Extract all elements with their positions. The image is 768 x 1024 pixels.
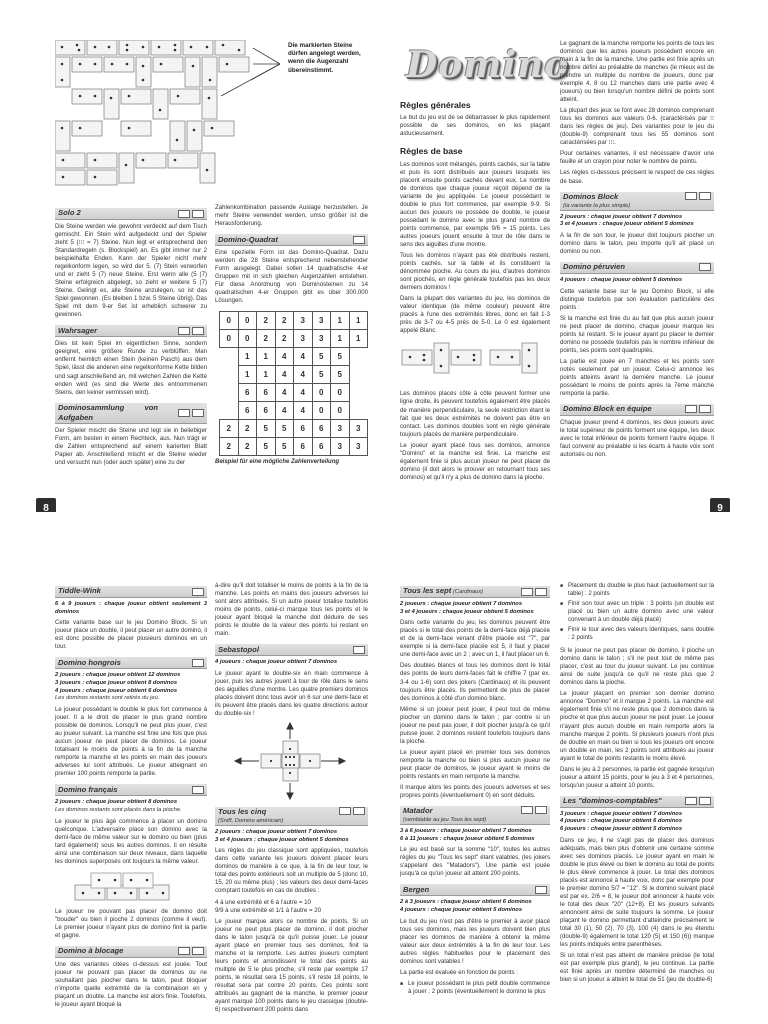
page9-col2 [560,40,714,462]
sept-p5: Il marque alors les points des joueurs adverses et ses propres points (éventuellement 0) en sont déduits. [400,783,550,799]
tiddle-line1: 6 à 9 joueurs : chaque joueur obtient seulement 3 dominos [55,601,207,615]
section-header-matador: Matador (semblable au jeu Tous les sept) [400,806,550,825]
bergen-p2: La partie est évaluée en fonction de points : [400,968,518,976]
hongrois-line4: Les dominos restants sont retirés du jeu. [55,695,160,702]
grid-cell: 2 [238,438,257,456]
stacked-domino-illustration [55,869,205,905]
comptables-line1: 3 joueurs : chaque joueur obtient 7 dominos [560,810,683,817]
francais-p1: Le joueur le plus âgé commence à placer un domino quelconque. L'adversaire place son domino avec la demi-face de même valeur sur le domino ou bien (plus tard également) sous les autres dominos. Il en résulte ainsi une combinaison sur deux niveaux, dans laquelle les dominos superposés ont toujours la même valeur. [55,817,207,865]
grid-cell: 6 [312,420,331,438]
grid-cell: 5 [275,420,294,438]
page9-right-p2: La plupart des jeux se font avec 28 dominos comprenant tous les dominos aux valeurs 0-6. (caractérisés par ⁝⁝ dans les règles de jeu). Des variantes pour le jeu du (double-9) comprenant tous les 55 dominos sont caractérisées par ⁝⁝⁝. [560,107,714,147]
grid-cell: 6 [294,438,313,456]
grid-cell: 1 [257,366,276,384]
bergen-bullet: ■ Le joueur possédant le plus petit double commence à jouer : 2 points (éventuellement le domino le plus [408,980,550,996]
grid-cell [349,348,368,366]
sept-p4: Le joueur ayant placé en premier tous ses dominos remporte la manche ou bien si plus aucun joueur ne peut placer de dominos, le joueur ayant le moins de points restants en main remporte la manche. [400,748,550,780]
grid-cell: 2 [257,312,276,330]
page8-col2 [215,204,368,467]
grid-cell: 3 [349,438,368,456]
grid-cell: 3 [312,330,331,348]
grid-cell: 0 [331,384,350,402]
grid-cell: 1 [349,312,368,330]
sept-p1: Dans cette variante du jeu, les dominos peuvent être placés si le total des points de la demi-face déjà placée et de la demi-face venant d'être placée est "7", par exemple si la demi-face placée est 5, il faut y placer une demi-face avec un 2 ; avec un 1, il faut placer un 6. [400,619,550,659]
grid-cell: 4 [275,402,294,420]
grid-cell [349,402,368,420]
grid-cell [349,384,368,402]
sept-p3: Même si un joueur peut jouer, il peut tout de même piocher un domino dans le talon ; par contre si un joueur ne peut pas jouer, il doit piocher jusqu'à ce qu'il puisse jouer. 2 dominos restent toutefois toujours dans la pioche. [400,705,550,745]
grid-cell: 5 [257,420,276,438]
section-header-sammlung: Dominosammlung von Aufgaben [55,403,207,424]
peruvien-p2: Si la manche est finie du au fait que plus aucun joueur ne peut placer de domino, chaque joueur marque les points lui restant. Si le joueur ayant pu placer le dernier domino ne possède toutefois pas le nombre inférieur de points, ses points sont quadruplés. [560,314,714,354]
comptables-p2: Si un total n'est pas atteint de manière précise (le total est par exemple plus grand), le jeu continue. La partie est finie après un nombre déterminé de manches ou bien si un joueur a atteint le total de 51 (jeu de double-6) [560,952,714,984]
hongrois-line2: 3 joueurs : chaque joueur obtient 8 dominos [55,680,178,687]
section-header-hongrois: Domino hongrois [55,657,207,669]
grid-cell: 2 [238,420,257,438]
page11-right-p1: Si le joueur ne peut pas placer de domino, il pioche un domino dans le talon ; s'il ne peut tout de même pas placer, c'est au tour du joueur suivant. Le jeu continue ainsi de suite jusqu'à ce qu'il ne reste plus que 2 dominos dans la pioche. [560,647,714,687]
grid-cell [220,384,239,402]
peruvien-p3: La partie est jouée en 7 manches et les points sont notés seulement par un joueur. Celui-ci annonce les points atteints avant la dernière manche. Le joueur possédant le moins de points après la 7ème manche remporte la partie. [560,357,714,397]
cinq-p3: 9/9 à une extrémité et 1/1 à l'autre = 20 [215,906,322,914]
grid-row [220,384,368,402]
section-header-bergen: Bergen [400,884,550,896]
page-8 [0,0,384,512]
section-header-blocage: Domino à blocage [55,946,207,958]
grid-cell: 5 [312,366,331,384]
section-header-peruvien: Domino péruvien [560,262,714,274]
page8-col2-top: Zahlenkombination passende Auslage herzustellen. Je mehr Steine verwendet werden, umso größer ist die Herausforderung. [215,204,368,228]
block-line2: 3 et 4 joueurs : chaque joueur obtient 5 dominos [560,221,694,228]
grid-cell: 6 [238,384,257,402]
domino-title: Domino [406,44,570,86]
grid-cell: 3 [349,420,368,438]
bergen-line1: 2 à 3 joueurs : chaque joueur obtient 6 dominos [400,899,532,906]
sebastopol-cross-illustration [215,721,365,801]
regles-base-p5: Le joueur ayant placé tous ses dominos, annonce "Domino" et la manche est finie. La manche est également finie si plus aucun joueur ne peut placer de domino (il doit alors le prouver en retournant tous ses dominos) et qu'il n'y a plus de domino dans la pioche. [400,441,550,481]
peruvien-line1: 4 joueurs : chaque joueur obtient 5 dominos [560,276,683,283]
grid-cell: 0 [331,402,350,420]
grid-row [220,330,368,348]
regles-base-p3: Dans la plupart des variantes du jeu, les dominos de valeur identique (de même couleur) peuvent être placés à l'une des extrémités libres, donc en fait 1-3 près de 3-7 ou 4-5 près de 5-0. Le 0 est également appelé Blanc. [400,295,550,335]
grid-cell: 5 [312,348,331,366]
section-header-sebastopol: Sebastopol [215,644,368,656]
grid-cell [220,366,239,384]
grid-row [220,348,368,366]
section-header-quadrat: Domino-Quadrat [215,234,368,246]
grid-caption: Beispiel für eine mögliche Zahlenverteilung [215,459,340,466]
page10-col2 [215,582,368,1017]
grid-cell: 4 [275,384,294,402]
grid-cell: 6 [257,384,276,402]
page-10 [0,512,384,1024]
points-item: ■ Placement du double le plus haut (actuellement sur la table) : 2 points [568,582,714,598]
section-header-comptables: Les "dominos-comptables" [560,796,714,808]
domino-placement-illustration [400,338,550,386]
page-number-9: 9 [710,498,730,512]
grid-cell: 2 [275,312,294,330]
page11-col2 [560,582,714,987]
grid-cell: 0 [238,312,257,330]
section-header-tiddle: Tiddle-Wink [55,586,207,598]
page9-right-p1: Le gagnant de la manche remporte les points de tous les dominos que les autres joueurs possèdent encore en main à la fin de la manche. Une partie est finie après un nombre défini au préalable de manches (le mieux est de prendre un multiple du nombre de joueurs, donc par exemple 4, 8 ou 12 manches dans une partie avec 4 joueurs) ou bien lorsqu'un nombre défini de points sont atteint. [560,40,714,104]
francais-p2: Le joueur ne pouvant pas placer de domino doit "bouder" ou bien il pioche 2 dominos (comme il veut). Le premier joueur n'ayant plus de domino finit la partie et gagne. [55,907,207,939]
grid-cell [220,402,239,420]
grid-cell: 3 [294,330,313,348]
bergen-p1: Le but du jeu n'est pas d'être le premier à avoir placé tous ses dominos, mais les joueurs doivent bien plus placer les dominos de manière à obtenir la même valeur aux deux extrémités à la fin de leur tour. Les autres règles habituelles pour le placement des dominos sont valables ! [400,917,550,965]
equipe-text: Chaque joueur prend 4 dominos, les deux joueurs avec le total supérieur de points forment une équipe, les deux avec le total inférieur de points forment l'autre équipe. Il faut convenir au préalable si les écarts à haute voix sont autorisés ou non. [560,418,714,459]
points-item: ■ Finir son tour avec un triple : 3 points (un double est placé ou bien un autre domino avec une valeur convenant à un double déjà placé) [568,600,714,624]
grid-cell: 5 [331,348,350,366]
grid-cell: 4 [294,366,313,384]
section-header-sept: Tous les sept (Cardinaux) [400,586,550,598]
section-header-block: Dominos Block (la variante la plus simple) [560,192,714,211]
regles-base-p1: Les dominos sont mélangés, points cachés, sur la table et puis ils sont distribués aux joueurs lesquels les placent ensuite points cachés devant eux. Le nombre de dominos que chaque joueur reçoit dépend de la variante de jeu appliquée. Le joueur possédant le double le plus fort commence, par exemple 9-9. Si aucun des joueurs ne possède de double, le joueur possédant le domino avec le plus grand nombre de points commence, par exemple 9/6 = 15 points. Les autres joueurs jouent ensuite à tour de rôle dans le sens des aiguilles d'une montre. [400,160,550,249]
grid-cell: 2 [257,330,276,348]
page-9 [384,0,768,512]
cinq-p4: Le joueur marque alors ce nombre de points. Si un joueur ne peut plus placer de domino, il doit piocher dans le talon jusqu'à ce qu'il puisse jouer. Le joueur ayant placé en premier tous ses dominos, finit la manche et la remporte. Les autres joueurs comptent leurs points et arrondissent le total des points au multiple de 5 le plus proche, s'il reste par exemple 17 points, le résultat sera 15 points, s'il reste 18 points, le résultat sera par contre 20 points. Ces points sont attribués au gagnant de la manche, le premier joueur ayant marqué 100 points dans le jeu classique (double-6) respectivement 200 points dans [215,917,368,1013]
peruvien-p1: Cette variante base sur le jeu Domino Block, si elle distingue toutefois par son évaluation particulière des points : [560,287,714,311]
grid-cell: 3 [312,312,331,330]
grid-row [220,312,368,330]
regles-base-p4: Les dominos placés côte à côte peuvent former une ligne droite, ils peuvent toutefois également être placés de manière perpendiculaire, la seule restriction étant le fait que les deux extrémités ne doivent pas être en contact. Les dominos doubles sont en règle générale toujours placés de manière perpendiculaire. [400,390,550,438]
grid-cell [349,366,368,384]
grid-row [220,402,368,420]
grid-cell [220,348,239,366]
grid-cell: 1 [331,312,350,330]
grid-cell: 2 [275,330,294,348]
grid-row [220,366,368,384]
grid-cell: 2 [220,438,239,456]
bergen-line2: 4 joueurs : chaque joueur obtient 5 dominos [400,906,523,913]
matador-line2: 6 à 11 joueurs : chaque joueur obtient 5 dominos [400,835,535,842]
regles-generales-heading: Règles générales [400,100,471,110]
block-line1: 2 joueurs : chaque joueur obtient 7 dominos [560,213,683,220]
section-header-equipe: Domino Block en équipe [560,404,714,416]
sept-line2: 3 et 4 joueurs : chaque joueur obtient 5 dominos [400,608,534,615]
matador-text: Le jeu est basé sur la somme "10", toutes les autres règles du jeu "Tous les sept" étant valables, (les jokers s'appelant des "Matadors"). Une partie est jouée jusqu'à ce qu'un joueur ait atteint 200 points. [400,846,550,878]
page10-col2-top: à-dire qu'il doit totaliser le moins de points à la fin de la manche. Les points en mains des joueurs adverses lui sont alors attribués. Si un autre joueur totalise toutefois moins de points, celui-ci marque tous les points et le joueur ayant bloqué la manche doit déduire de ses points le double de la valeur des points lui restant en main. [215,582,368,638]
grid-cell: 0 [220,330,239,348]
grid-cell: 5 [275,438,294,456]
grid-cell: 0 [312,384,331,402]
grid-cell: 3 [331,438,350,456]
grid-cell: 1 [331,330,350,348]
grid-cell: 4 [294,384,313,402]
callout-text: Die markierten Steine dürfen angelegt werden, wenn die Augenzahl übereinstimmt. [288,42,361,74]
bergen-list [400,980,550,996]
grid-cell: 5 [331,366,350,384]
regles-base-heading: Règles de base [400,146,463,157]
grid-cell: 1 [257,348,276,366]
comptables-p1: Dans ce jeu, il ne s'agit pas de placer des dominos adéquats, mais bien plus d'obtenir une certaine somme avec ses dominos placés. Le joueur ayant en main le double le plus élevé ou bien le domino au total de points le plus élevé commence à jouer. Le total des dominos placés est annoncé à haute voix, donc par exemple pour le premier domino 5/7 = "12". Si le domino suivant placé est par ex. 2/6 = 8, le joueur doit annoncer à haute voix le total des deux "20" (12+8). Et les joueurs suivants annoncent ainsi de suite toujours la somme. Le joueur plaçant le domino permettant d'atteindre précisément le total 30 (1), 50 (2), 70 (3), 100 (4) dans le jeu étendu (double-9) également le total 120 (5) et 150 (6)) marque les points indiqués entre parenthèses. [560,836,714,949]
page-11 [384,512,768,1024]
tiddle-text: Cette variante base sur le jeu Domino Block. Si un joueur place un double, il peut placer un autre domino, il est donc possible de placer plusieurs dominos en un tour. [55,619,207,651]
page11-col1 [400,580,550,998]
domino-quadrat-grid [219,311,368,456]
page11-right-p2: Le joueur plaçant en premier son dernier domino annonce "Domino" et il marque 2 points. La manche est également finie s'il ne reste plus que 2 dominos dans la pioche et que plus aucun joueur ne peut jouer. Le joueur n'ayant plus aucun double en main remporte alors la manche marque 2 points. Si plusieurs joueurs n'ont plus de double en main ou bien si tous les joueurs ont encore un double en main, les 2 points sont attribués au joueur ayant le total de points restants le moins élevé. [560,690,714,762]
section-header-cinq: Tous les cinq (Sniff, Domino américain) [215,807,368,826]
hongrois-line1: 2 joueurs : chaque joueur obtient 12 dominos [55,672,181,679]
hongrois-line3: 4 joueurs : chaque joueur obtient 6 dominos [55,687,178,694]
page10-col1 [55,580,207,1012]
grid-cell: 5 [257,438,276,456]
grid-cell: 1 [349,330,368,348]
grid-cell: 6 [238,402,257,420]
regles-base-p2: Tous les dominos n'ayant pas été distribués restent, points cachés, sur la table et ils constituent la dénommée pioche. Au cours du jeu, d'autres dominos sont piochés, en règle générale toutefois pas les deux derniers dominos ! [400,252,550,292]
grid-cell: 3 [294,312,313,330]
grid-row [220,420,368,438]
sebastopol-line1: 4 joueurs : chaque joueur obtient 7 dominos [215,659,338,666]
grid-cell: 0 [312,402,331,420]
section-header-wahrsager: Wahrsager [55,325,207,337]
section-header-francais: Domino français [55,784,207,796]
blocage-text: Une des variantes citées ci-dessus est jouée. Tout joueur ne pouvant pas placer de dominos ou ne souhaitant pas piocher dans le talon, peut bloquer n'importe quelle extrémité de la combinaison en y plaçant un double. La manche est alors finie. Toutefois, le joueur ayant bloqué la [55,960,207,1008]
page9-right-p3: Pour certaines variantes, il est nécessaire d'avoir une feuille et un crayon pour noter le nombre de points. [560,150,714,166]
cinq-line1: 2 joueurs : chaque joueur obtient 7 dominos [215,829,338,836]
sammlung-text: Der Spieler mischt die Steine und legt sie in beliebiger Form, am besten in einem Rechteck, aus. Nun trägt er die Zahlen entsprechend auf einem karierten Blatt Papier ab. Anschließend mischt er die Steine wieder und versucht nun (oder auch später) eine zu der [55,426,207,466]
grid-cell: 4 [294,348,313,366]
points-list [560,582,714,642]
cinq-line2: 3 et 4 joueurs : chaque joueur obtient 5 dominos [215,836,349,843]
grid-cell: 1 [238,348,257,366]
regles-generales-text: Le but du jeu est de se débarrasser le plus rapidement possible de ses dominos, en les plaçant astucieusement. [400,114,550,138]
grid-row [220,438,368,456]
grid-cell: 4 [275,366,294,384]
grid-cell: 1 [238,366,257,384]
francais-line2: Les dominos restants sont placés dans la pioche. [55,806,182,813]
sept-line1: 2 joueurs : chaque joueur obtient 7 dominos [400,601,523,607]
block-text: A la fin de son tour, le joueur doit toujours piocher un domino dans le talon, peu importe qu'il ait placé un domino ou non. [560,231,714,255]
page9-col1 [400,92,550,485]
domino-layout-illustration [55,40,285,200]
page11-right-p3: Dans le jeu à 2 personnes, la partie est gagnée lorsqu'un joueur a atteint 15 points, pour le jeu à 3 et 4 personnes, lorsqu'un joueur a atteint 10 points. [560,765,714,789]
quadrat-text: Eine spezielle Form ist das Domino-Quadrat. Dazu werden die 28 Steine entsprechend nebenstehender Form ausgelegt. Dabei sollen 14 quadratische 4-er Gruppen mit in sich gleichen Augenzahlen entstehen. Für diese Anordnung von Dominosteinen zu 14 quadratischen 4-er Gruppen gibt es über 300.000 Lösungen. [215,249,368,305]
hongrois-text: Le joueur possédant le double le plus fort commence à jouer. Il a le droit de placer le plus grand nombre possible de dominos. Lorsqu'il ne peut plus jouer, c'est au joueur suivant. La manche est finie une fois que plus aucun joueur ne peut placer de dominos. Le joueur totalisant le moins de points à la fin de la manche remporte la manche et les points en main des joueurs adverses lui sont attribués. Le joueur atteignant en premier 100 points remporte la partie. [55,705,207,778]
points-item: ■ Finir le tour avec des valeurs identiques, sans double : 2 points [568,626,714,642]
matador-line1: 3 à 6 joueurs : chaque joueur obtient 7 dominos [400,827,532,834]
cinq-p1: Les règles du jeu classique sont appliquées, toutefois dans cette variante les joueurs doivent placer leurs dominos de manière à ce que, à la fin de leur tour, le total des points extérieurs soit un multiple de 5 (donc 10, 15, 20 ou même plus) ; les valeurs des deux demi-faces comptant toutefois en cas de doubles : [215,847,368,895]
grid-cell: 0 [220,312,239,330]
sebastopol-text: Le joueur ayant le double-six en main commence à jouer, puis les autres jouent à tour de rôle dans le sens des aiguilles d'une montre. Les quatre premiers dominos placés doivent donc tous avoir un 6 sur une demi-face et ils peuvent être placés dans les quatre directions autour du double-six ! [215,669,368,718]
grid-cell: 3 [331,420,350,438]
page8-col1 [55,202,207,470]
grid-cell: 0 [238,330,257,348]
grid-cell: 6 [294,420,313,438]
sept-p2: Des doubles blancs et tous les dominos dont le total des points de leurs demi-faces fait le chiffre 7 (par ex. 3-4 ou 1-6) sont des jokers (Cardinaux) et ils peuvent toujours être placés. Ils permettent de plus de placer des dominos à côté d'un domino blanc. [400,662,550,702]
comptables-line3: 6 joueurs : chaque joueur obtient 5 dominos [560,826,683,833]
solo2-text: Die Steine werden wie gewohnt verdeckt auf dem Tisch gemischt. Ein Stein wird aufgedeckt und der Spieler zieht 5 (⁝⁝⁝ = 7) Steine. Nun legt er entsprechend den Standardregeln (s. Blockspiel) an. Es gibt immer nur 2 beispielhafte Enden. Kann der Spieler nicht mehr regelkonform legen, so wird der 5. (7) Stein verworfen und er zieht 5 (7) neue Steine. Erst wenn alle (5 (7) Steine erfolgreich abgelegt, so zieht er weitere 5 (7) Steine. Gelingt es, alle Steine anzulegen, so ist das Spiel gewonnen. (Es bleiben 1 bzw. 5 Steine übrig). Das Spiel mit dem 9-er Set ist erheblich schwerer zu gewinnen. [55,223,207,319]
page-number-8: 8 [36,498,56,512]
section-header-solo2: Solo 2 [55,208,207,220]
francais-line1: 2 joueurs : chaque joueur obtient 8 dominos [55,799,178,806]
grid-cell: 4 [275,348,294,366]
grid-cell: 6 [257,402,276,420]
grid-cell: 2 [220,420,239,438]
page9-right-p4: Les règles ci-dessous précisent le respect de ces règles de base. [560,169,714,185]
cinq-p2: 4 à une extrémité et 6 à l'autre = 10 [215,898,311,906]
grid-cell: 6 [312,438,331,456]
grid-cell: 4 [294,402,313,420]
comptables-line2: 4 joueurs : chaque joueur obtient 6 dominos [560,818,683,825]
wahrsager-text: Dies ist kein Spiel im eigentlichen Sinne, sondern geeignet, eine größere Runde zu verblüffen. Man entfernt heimlich einen Stein (keinen Pasch) aus dem Spiel, lässt die anderen eine regelkonforme Kette bilden und sagt anschließend an, mit welchen Zahlen die Kette enden wird (es sind die Werte des entnommenen Steins, den keiner vermissen wird). [55,340,207,396]
